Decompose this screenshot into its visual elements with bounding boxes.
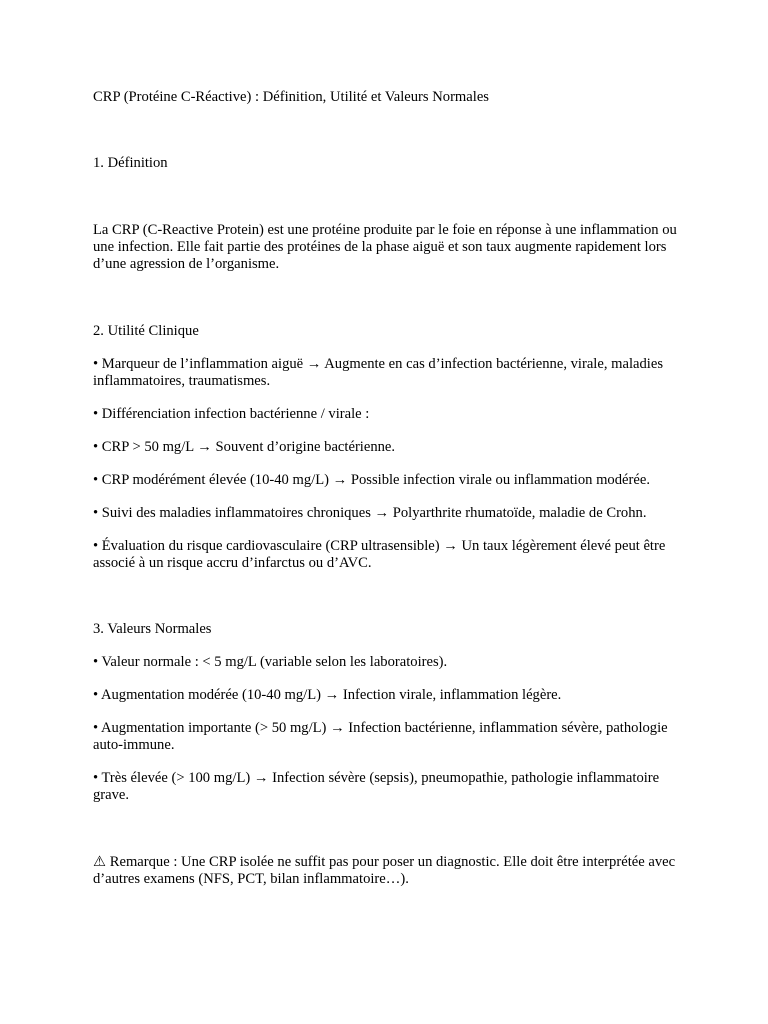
list-item: • Suivi des maladies inflammatoires chroniques → Polyarthrite rhumatoïde, maladie de Crohn. [93, 505, 647, 521]
list-item: • Augmentation importante (> 50 mg/L) → Infection bactérienne, inflammation sévère, pathologie auto-immune. [93, 720, 668, 753]
definition-paragraph: La CRP (C-Reactive Protein) est une protéine produite par le foie en réponse à une inflammation ou une infection. Elle fait partie des protéines de la phase aiguë et son taux augmente rapidement lors d’une agression de l’organisme. [93, 222, 677, 272]
list-item: • Augmentation modérée (10-40 mg/L) → Infection virale, inflammation légère. [93, 687, 562, 703]
section-heading-definition: 1. Définition [93, 155, 168, 171]
list-item: • CRP modérément élevée (10-40 mg/L) → Possible infection virale ou inflammation modérée. [93, 472, 650, 488]
list-item: • Évaluation du risque cardiovasculaire (CRP ultrasensible) → Un taux légèrement élevé peut être associé à un risque accru d’infarctus ou d’AVC. [93, 538, 666, 571]
document-page [93, 89, 683, 888]
list-item: • Différenciation infection bactérienne / virale : [93, 406, 370, 422]
list-item: • CRP > 50 mg/L → Souvent d’origine bactérienne. [93, 439, 396, 455]
list-item: • Très élevée (> 100 mg/L) → Infection sévère (sepsis), pneumopathie, pathologie inflammatoire grave. [93, 770, 660, 803]
section-heading-utilite-clinique: 2. Utilité Clinique [93, 323, 199, 339]
list-item: • Marqueur de l’inflammation aiguë → Augmente en cas d’infection bactérienne, virale, maladies inflammatoires, traumatismes. [93, 356, 663, 389]
document-title: CRP (Protéine C-Réactive) : Définition, Utilité et Valeurs Normales [93, 89, 489, 105]
section-heading-valeurs-normales: 3. Valeurs Normales [93, 621, 212, 637]
remark-note: ⚠ Remarque : Une CRP isolée ne suffit pas pour poser un diagnostic. Elle doit être interprétée avec d’autres examens (NFS, PCT, bilan inflammatoire…). [93, 854, 676, 887]
list-item: • Valeur normale : < 5 mg/L (variable selon les laboratoires). [93, 654, 448, 670]
